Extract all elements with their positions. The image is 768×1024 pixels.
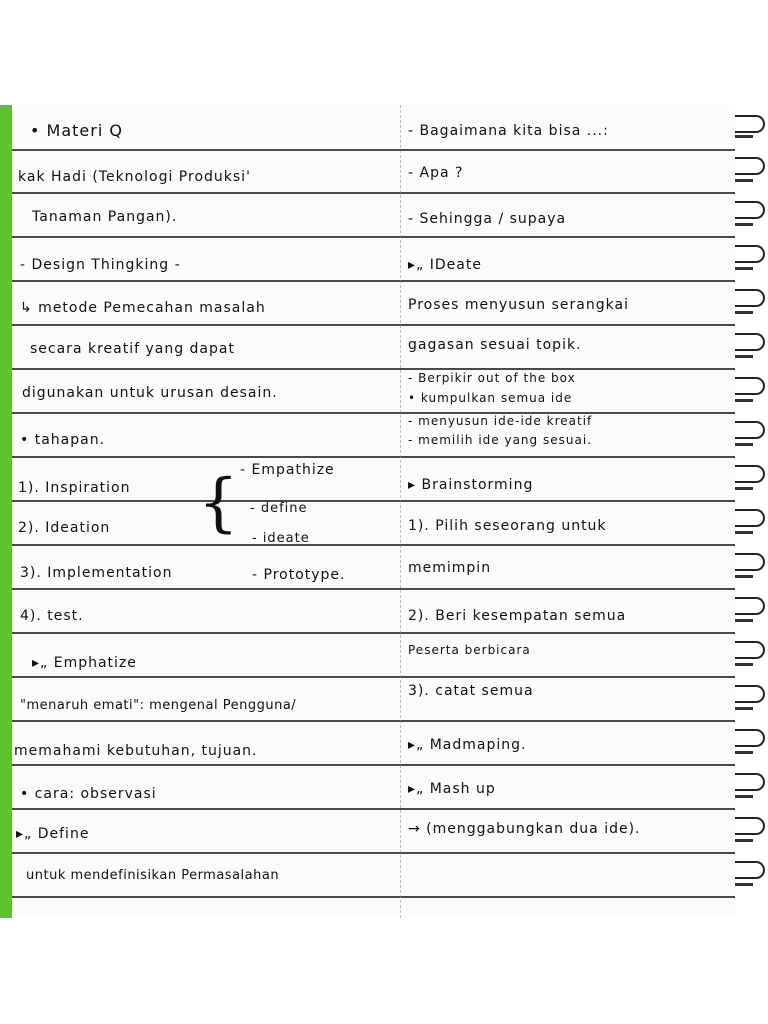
note-line-right: Proses menyusun serangkai bbox=[408, 297, 629, 313]
spiral-coil bbox=[735, 333, 765, 351]
column-divider bbox=[400, 105, 401, 918]
note-line-left: 1). Inspiration bbox=[18, 480, 131, 496]
note-line-left: • cara: observasi bbox=[20, 786, 157, 802]
note-line-left: Tanaman Pangan). bbox=[32, 209, 178, 225]
notebook-page bbox=[12, 105, 735, 918]
ruled-line bbox=[12, 896, 735, 898]
note-line-left: untuk mendefinisikan Permasalahan bbox=[26, 868, 280, 883]
ruled-line bbox=[12, 852, 735, 854]
spiral-coil bbox=[735, 115, 765, 133]
note-line-right: ▸„ Madmaping. bbox=[408, 737, 527, 753]
spiral-coil bbox=[735, 663, 753, 666]
note-line-left: 4). test. bbox=[20, 608, 84, 624]
note-line-left: ▸„ Emphatize bbox=[32, 655, 137, 671]
note-line-right: → (menggabungkan dua ide). bbox=[408, 821, 641, 837]
note-line-right: - Berpikir out of the box bbox=[408, 371, 576, 385]
note-line-right: - Bagaimana kita bisa ...: bbox=[408, 123, 609, 139]
spiral-coil bbox=[735, 289, 765, 307]
note-line-right: • kumpulkan semua ide bbox=[408, 391, 573, 405]
note-line-left: digunakan untuk urusan desain. bbox=[22, 385, 278, 401]
stage-item: - ideate bbox=[252, 531, 310, 546]
note-line-left: secara kreatif yang dapat bbox=[30, 341, 235, 357]
spiral-coil bbox=[735, 201, 765, 219]
note-line-left: ▸„ Define bbox=[16, 826, 90, 842]
spiral-coil bbox=[735, 157, 765, 175]
spiral-coil bbox=[735, 641, 765, 659]
spiral-coil bbox=[735, 135, 753, 138]
spiral-coil bbox=[735, 223, 753, 226]
note-line-left: 2). Ideation bbox=[18, 520, 111, 536]
spiral-coil bbox=[735, 575, 753, 578]
note-line-left: ↳ metode Pemecahan masalah bbox=[20, 300, 266, 316]
spiral-coil bbox=[735, 839, 753, 842]
note-line-right: - Apa ? bbox=[408, 165, 464, 181]
note-line-left: • Materi Q bbox=[30, 121, 123, 140]
ruled-line bbox=[12, 280, 735, 282]
spiral-coil bbox=[735, 817, 765, 835]
spiral-coil bbox=[735, 553, 765, 571]
ruled-line bbox=[12, 632, 735, 634]
curly-brace: { bbox=[198, 466, 239, 540]
spiral-coil bbox=[735, 685, 765, 703]
bottom-margin bbox=[0, 918, 768, 1024]
spiral-coil bbox=[735, 707, 753, 710]
ruled-line bbox=[12, 808, 735, 810]
ruled-line bbox=[12, 236, 735, 238]
spiral-coil bbox=[735, 509, 765, 527]
spiral-binding bbox=[735, 105, 768, 918]
green-background-edge bbox=[0, 105, 12, 918]
ruled-line bbox=[12, 500, 735, 502]
ruled-line bbox=[12, 676, 735, 678]
note-line-right: 1). Pilih seseorang untuk bbox=[408, 518, 607, 534]
note-line-left: "menaruh emati": mengenal Pengguna/ bbox=[20, 698, 297, 713]
ruled-line bbox=[12, 720, 735, 722]
ruled-line bbox=[12, 544, 735, 546]
note-line-right: ▸„ Mash up bbox=[408, 781, 496, 797]
ruled-line bbox=[12, 149, 735, 151]
note-line-right: - memilih ide yang sesuai. bbox=[408, 433, 592, 447]
top-margin bbox=[0, 0, 768, 105]
ruled-line bbox=[12, 324, 735, 326]
note-line-right: 3). catat semua bbox=[408, 683, 534, 699]
note-line-right: gagasan sesuai topik. bbox=[408, 337, 582, 353]
note-line-right: - menyusun ide-ide kreatif bbox=[408, 414, 593, 428]
ruled-line bbox=[12, 764, 735, 766]
spiral-coil bbox=[735, 267, 753, 270]
spiral-coil bbox=[735, 355, 753, 358]
ruled-line bbox=[12, 192, 735, 194]
spiral-coil bbox=[735, 311, 753, 314]
note-line-right: ▸„ IDeate bbox=[408, 257, 482, 273]
spiral-coil bbox=[735, 861, 765, 879]
note-line-left: kak Hadi (Teknologi Produksi' bbox=[18, 169, 251, 185]
spiral-coil bbox=[735, 751, 753, 754]
spiral-coil bbox=[735, 179, 753, 182]
spiral-coil bbox=[735, 399, 753, 402]
note-line-left: - Design Thingking - bbox=[20, 257, 181, 273]
note-line-right: Peserta berbicara bbox=[408, 643, 531, 657]
note-line-left: • tahapan. bbox=[20, 432, 106, 448]
stage-item: - define bbox=[250, 501, 308, 516]
stage-item: - Prototype. bbox=[252, 567, 346, 583]
spiral-coil bbox=[735, 883, 753, 886]
note-line-left: memahami kebutuhan, tujuan. bbox=[14, 743, 258, 759]
spiral-coil bbox=[735, 487, 753, 490]
note-line-right: 2). Beri kesempatan semua bbox=[408, 608, 627, 624]
note-line-left: 3). Implementation bbox=[20, 565, 173, 581]
spiral-coil bbox=[735, 773, 765, 791]
ruled-line bbox=[12, 412, 735, 414]
spiral-coil bbox=[735, 421, 765, 439]
spiral-coil bbox=[735, 619, 753, 622]
spiral-coil bbox=[735, 729, 765, 747]
spiral-coil bbox=[735, 795, 753, 798]
spiral-coil bbox=[735, 443, 753, 446]
ruled-line bbox=[12, 368, 735, 370]
spiral-coil bbox=[735, 377, 765, 395]
note-line-right: - Sehingga / supaya bbox=[408, 211, 567, 227]
stage-item: - Empathize bbox=[240, 462, 335, 478]
ruled-line bbox=[12, 588, 735, 590]
spiral-coil bbox=[735, 245, 765, 263]
note-line-right: memimpin bbox=[408, 560, 492, 576]
spiral-coil bbox=[735, 465, 765, 483]
ruled-line bbox=[12, 456, 735, 458]
note-line-right: ▸ Brainstorming bbox=[408, 477, 534, 493]
spiral-coil bbox=[735, 597, 765, 615]
spiral-coil bbox=[735, 531, 753, 534]
